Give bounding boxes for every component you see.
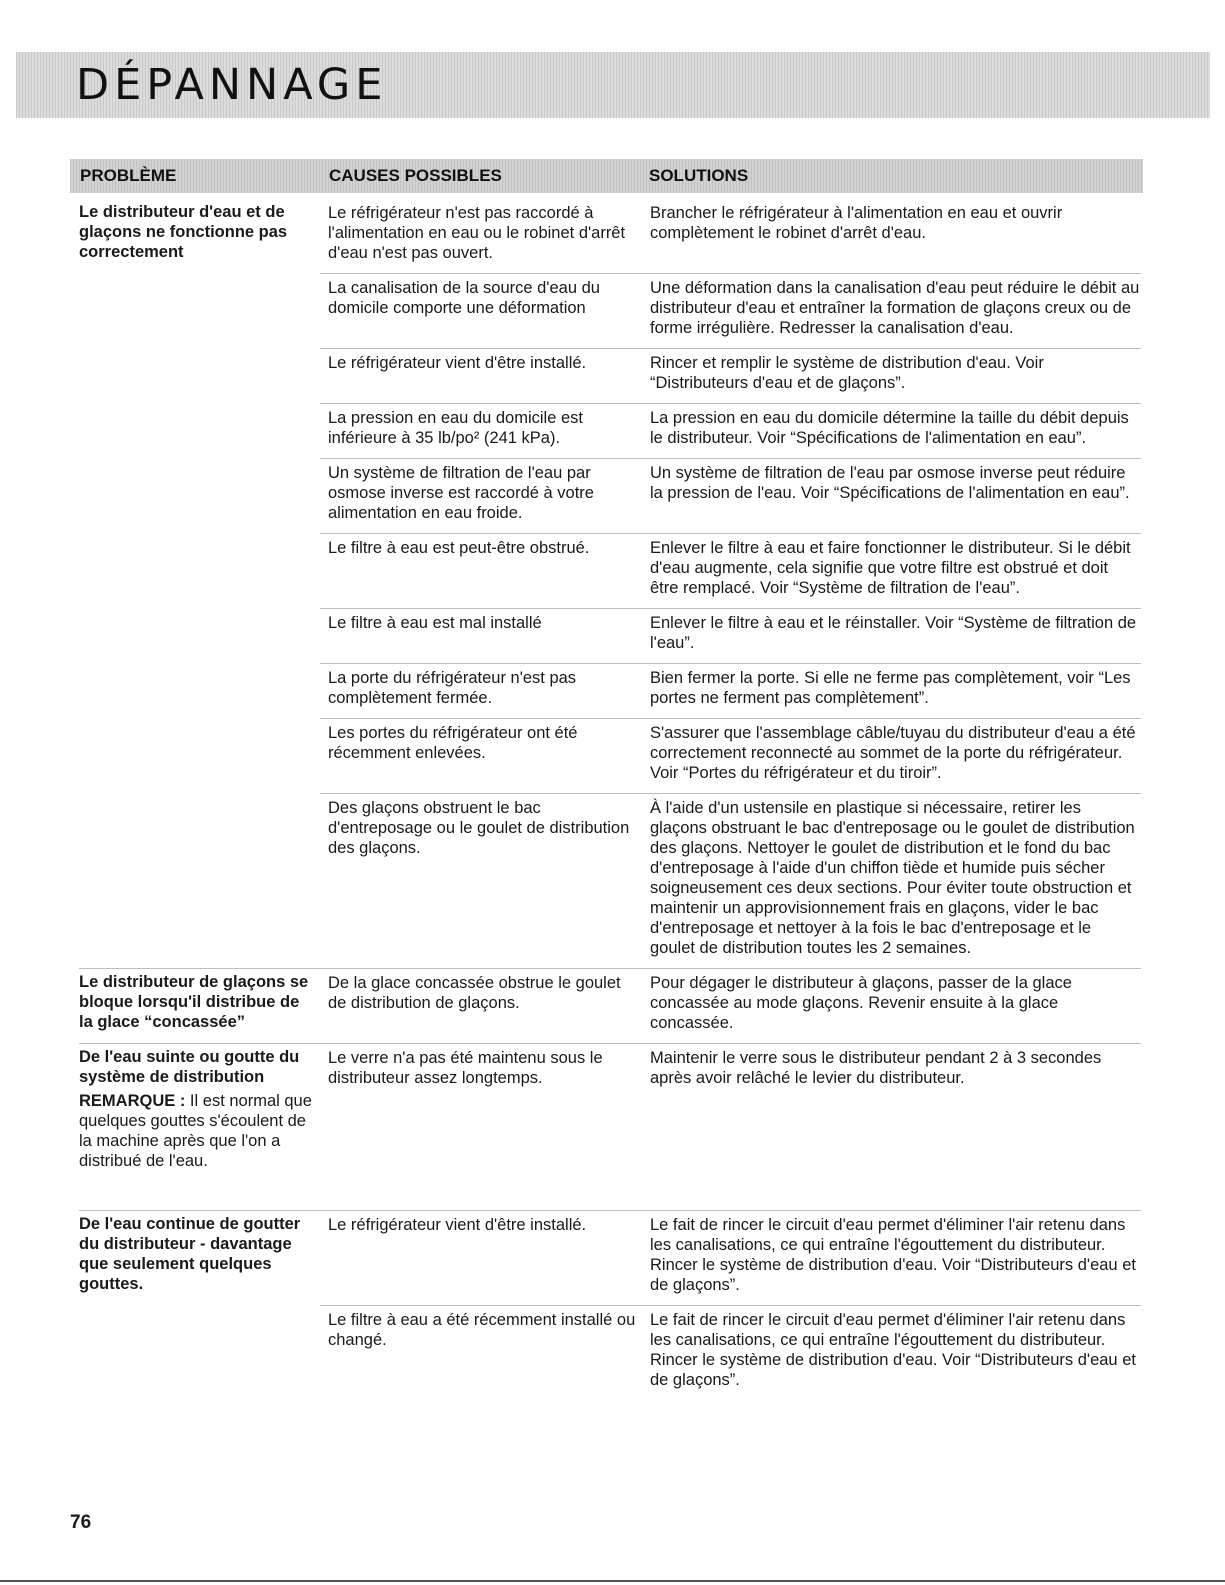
troubleshooting-table: [79, 199, 1141, 1400]
page-title: DÉPANNAGE: [76, 60, 388, 110]
table-row: [320, 533, 1141, 608]
solution-cell: Maintenir le verre sous le distributeur pendant 2 à 3 secondes après avoir relâché le levier du distributeur.: [650, 1049, 1102, 1087]
cause-cell: Le réfrigérateur vient d'être installé.: [328, 354, 587, 372]
problem-group: [79, 1043, 1141, 1210]
problem-cell: [79, 972, 315, 1032]
problem-group: [79, 968, 1141, 1043]
table-header: [70, 159, 1143, 193]
solution-cell: Enlever le filtre à eau et le réinstaller. Voir “Système de filtration de l'eau”.: [650, 614, 1137, 652]
problem-title: Le distributeur de glaçons se bloque lorsqu'il distribue de la glace “concassée”: [79, 973, 309, 1031]
problem-title: Le distributeur d'eau et de glaçons ne fonctionne pas correctement: [79, 203, 288, 261]
cause-cell: Le filtre à eau est mal installé: [328, 614, 542, 632]
cause-cell: Des glaçons obstruent le bac d'entreposage ou le goulet de distribution des glaçons.: [328, 799, 630, 857]
table-row: [320, 1211, 1141, 1305]
problem-title: De l'eau suinte ou goutte du système de distribution: [79, 1048, 300, 1086]
problem-cell: [79, 1214, 315, 1294]
problem-cell: [79, 1047, 315, 1171]
cause-cell: Le filtre à eau est peut-être obstrué.: [328, 539, 590, 557]
table-row: [320, 1305, 1141, 1400]
table-row: [320, 969, 1141, 1043]
note-label: REMARQUE :: [79, 1092, 186, 1110]
cause-cell: Le filtre à eau a été récemment installé ou changé.: [328, 1311, 636, 1349]
solution-cell: Le fait de rincer le circuit d'eau permet d'éliminer l'air retenu dans les canalisations, ce qui entraîne l'égouttement du distributeur. Rincer le système de distribution d'eau. Voir “Distributeurs d'eau et de glaçons”.: [650, 1216, 1136, 1294]
bottom-rule: [0, 1580, 1225, 1582]
table-row: [320, 458, 1141, 533]
solution-cell: Une déformation dans la canalisation d'eau peut réduire le débit au distributeur d'eau et entraîner la formation de glaçons creux ou de forme irrégulière. Redresser la canalisation d'eau.: [650, 279, 1140, 337]
header-causes: CAUSES POSSIBLES: [329, 166, 502, 185]
solution-cell: Enlever le filtre à eau et faire fonctionner le distributeur. Si le débit d'eau augmente, cela signifie que votre filtre est obstrué et doit être remplacé. Voir “Système de filtration de l'eau”.: [650, 539, 1131, 597]
solution-cell: Le fait de rincer le circuit d'eau permet d'éliminer l'air retenu dans les canalisations, ce qui entraîne l'égouttement du distributeur. Rincer le système de distribution d'eau. Voir “Distributeurs d'eau et de glaçons”.: [650, 1311, 1136, 1389]
table-row: [320, 1044, 1141, 1098]
solution-cell: Pour dégager le distributeur à glaçons, passer de la glace concassée au mode glaçons. Revenir ensuite à la glace concassée.: [650, 974, 1072, 1032]
note: [79, 1091, 315, 1171]
solution-cell: La pression en eau du domicile détermine la taille du débit depuis le distributeur. Voir “Spécifications de l'alimentation en eau”.: [650, 409, 1129, 447]
table-row: [320, 718, 1141, 793]
cause-cell: De la glace concassée obstrue le goulet de distribution de glaçons.: [328, 974, 621, 1012]
solution-cell: Bien fermer la porte. Si elle ne ferme pas complètement, voir “Les portes ne ferment pas complètement”.: [650, 669, 1131, 707]
table-row: [320, 199, 1141, 273]
cause-cell: Les portes du réfrigérateur ont été récemment enlevées.: [328, 724, 578, 762]
title-band: [16, 52, 1210, 118]
table-row: [320, 608, 1141, 663]
problem-group: [79, 1210, 1141, 1400]
note-text: Il est normal que quelques gouttes s'écoulent de la machine après que l'on a distribué de l'eau.: [79, 1092, 312, 1170]
cause-cell: Le verre n'a pas été maintenu sous le distributeur assez longtemps.: [328, 1049, 603, 1087]
cause-cell: Le réfrigérateur vient d'être installé.: [328, 1216, 587, 1234]
cause-cell: La pression en eau du domicile est inférieure à 35 lb/po² (241 kPa).: [328, 409, 583, 447]
problem-group: [79, 199, 1141, 968]
solution-cell: Un système de filtration de l'eau par osmose inverse peut réduire la pression de l'eau. Voir “Spécifications de l'alimentation en eau”.: [650, 464, 1130, 502]
cause-cell: La canalisation de la source d'eau du domicile comporte une déformation: [328, 279, 600, 317]
problem-cell: [79, 202, 315, 262]
cause-cell: La porte du réfrigérateur n'est pas complètement fermée.: [328, 669, 577, 707]
header-solutions: SOLUTIONS: [649, 166, 749, 185]
table-row: [320, 273, 1141, 348]
solution-cell: À l'aide d'un ustensile en plastique si nécessaire, retirer les glaçons obstruant le bac d'entreposage ou le goulet de distribution des glaçons. Nettoyer le goulet de distribution et le fond du bac d'entreposage à l'aide d'un chiffon tiède et humide puis sécher soigneusement ces deux sections. Pour éviter toute obstruction et maintenir un approvisionnement frais en glaçons, vider le bac d'entreposage et nettoyer à la fois le bac d'entreposage et le goulet de distribution toutes les 2 semaines.: [650, 799, 1135, 957]
table-row: [320, 403, 1141, 458]
solution-cell: S'assurer que l'assemblage câble/tuyau du distributeur d'eau a été correctement reconnecté au sommet de la porte du réfrigérateur. Voir “Portes du réfrigérateur et du tiroir”.: [650, 724, 1136, 782]
cause-cell: Le réfrigérateur n'est pas raccordé à l'alimentation en eau ou le robinet d'arrêt d'eau n'est pas ouvert.: [328, 204, 626, 262]
problem-title: De l'eau continue de goutter du distributeur - davantage que seulement quelques gouttes.: [79, 1215, 301, 1293]
table-row: [320, 663, 1141, 718]
table-row: [320, 793, 1141, 968]
solution-cell: Brancher le réfrigérateur à l'alimentation en eau et ouvrir complètement le robinet d'arrêt d'eau.: [650, 204, 1063, 242]
table-row: [320, 348, 1141, 403]
header-problem: PROBLÈME: [80, 166, 177, 185]
page-number: 76: [70, 1512, 92, 1533]
cause-cell: Un système de filtration de l'eau par osmose inverse est raccordé à votre alimentation en eau froide.: [328, 464, 594, 522]
solution-cell: Rincer et remplir le système de distribution d'eau. Voir “Distributeurs d'eau et de glaçons”.: [650, 354, 1044, 392]
